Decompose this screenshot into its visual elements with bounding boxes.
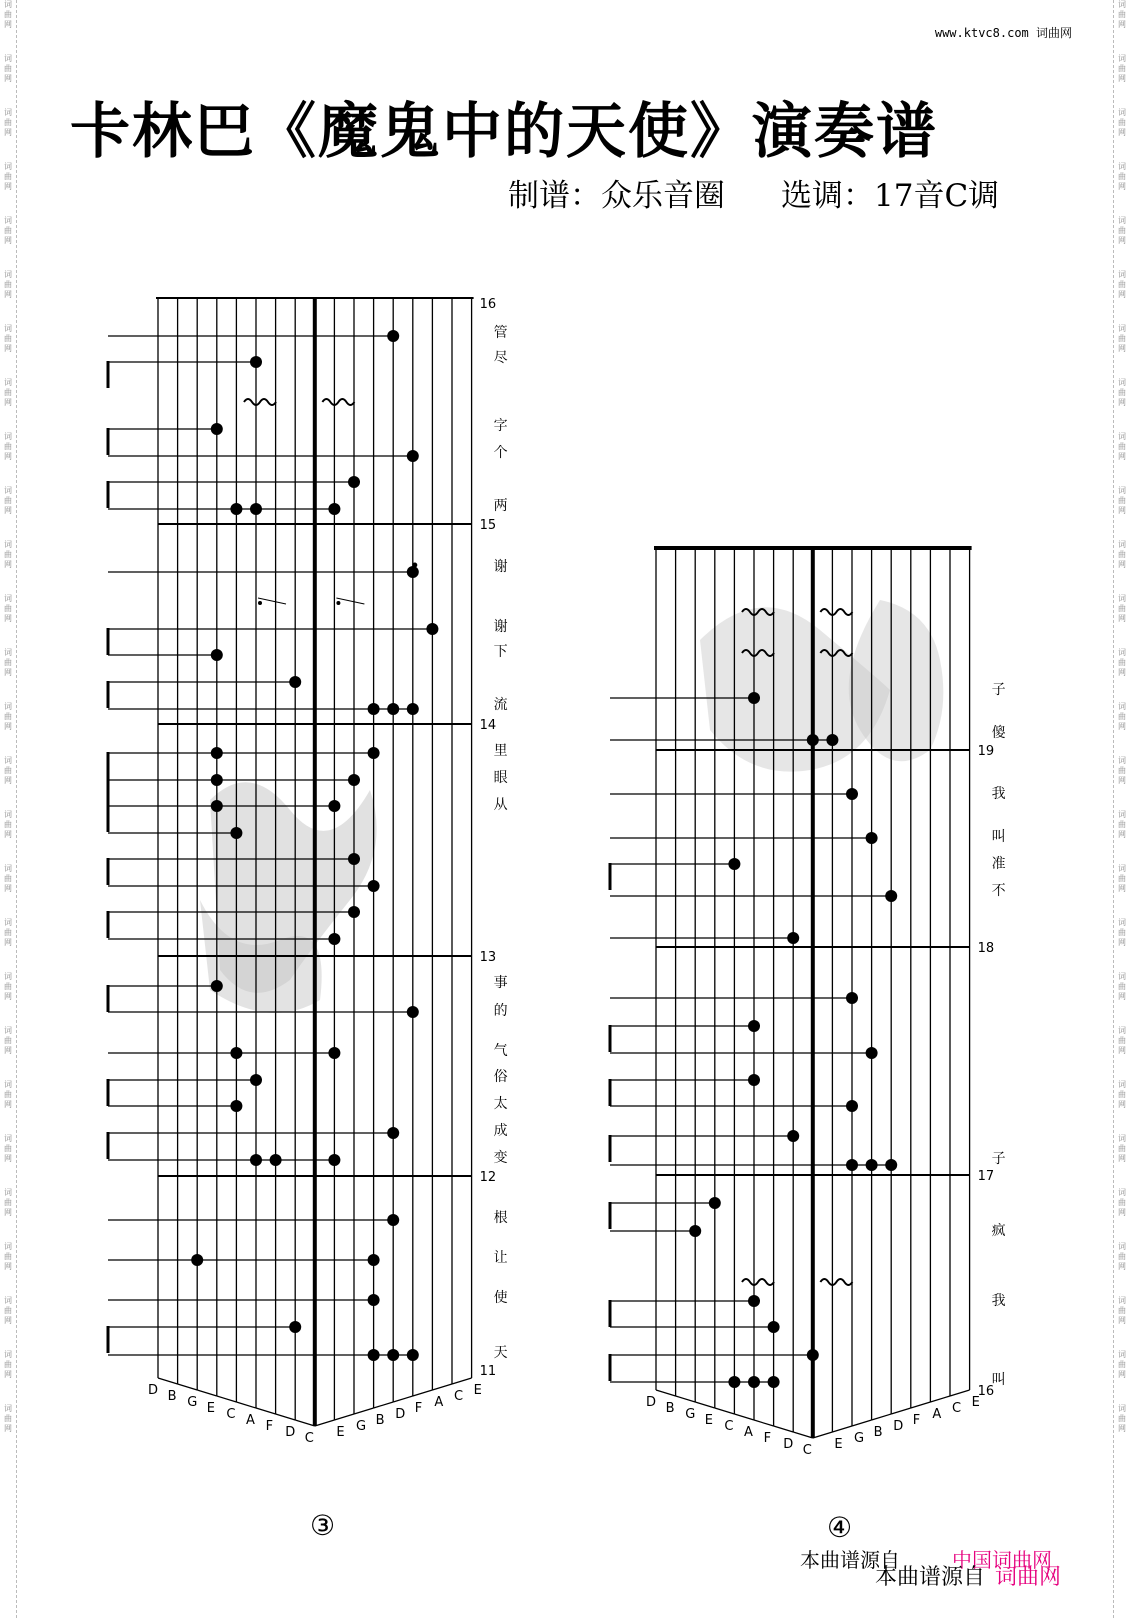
lyric-char: 下 <box>493 644 508 660</box>
note-dot <box>250 356 262 368</box>
tine-label: E <box>834 1437 843 1452</box>
side-watermark-text: 词 曲 网 <box>1118 702 1126 731</box>
tine-label: C <box>724 1419 734 1434</box>
tine-label: C <box>802 1443 812 1458</box>
note-dot <box>709 1197 721 1209</box>
lyric-char: 让 <box>493 1250 508 1266</box>
note-dot <box>407 566 419 578</box>
tine-tip <box>432 1384 452 1390</box>
note-dot <box>846 1159 858 1171</box>
side-watermark-text: 词 曲 网 <box>4 540 12 569</box>
note-dot <box>270 1154 282 1166</box>
tine-label: D <box>285 1425 296 1440</box>
tine-label: D <box>148 1383 159 1398</box>
tine-label: E <box>336 1425 345 1440</box>
note-dot <box>230 827 242 839</box>
note-dot <box>748 1376 760 1388</box>
side-watermark-text: 词 曲 网 <box>4 756 12 785</box>
note-dot <box>211 423 223 435</box>
note-dot <box>768 1376 780 1388</box>
lyric-char: 气 <box>493 1043 508 1059</box>
note-dot <box>230 1047 242 1059</box>
tine-tip <box>315 1420 335 1426</box>
note-dot <box>826 734 838 746</box>
lyric-char: 尽 <box>493 350 508 366</box>
side-watermark-text: 词 曲 网 <box>1118 54 1126 83</box>
note-dot <box>368 880 380 892</box>
tine-label: C <box>226 1407 236 1422</box>
side-watermark-text: 词 曲 网 <box>4 1080 12 1109</box>
note-dot <box>866 1047 878 1059</box>
measure-number: 14 <box>479 718 497 733</box>
side-watermark-text: 词 曲 网 <box>1118 432 1126 461</box>
tine-tip <box>774 1426 794 1432</box>
note-dot <box>250 503 262 515</box>
side-watermark-text: 词 曲 网 <box>1118 648 1126 677</box>
lyric-char: 不 <box>991 883 1006 899</box>
side-watermark-text: 词 曲 网 <box>4 486 12 515</box>
tine-label: G <box>854 1431 865 1446</box>
note-dot <box>885 1159 897 1171</box>
note-dot <box>368 1254 380 1266</box>
grace-mark <box>258 601 262 605</box>
tine-tip <box>676 1396 696 1402</box>
tine-label: G <box>187 1395 198 1410</box>
lyric-char: 使 <box>493 1290 508 1306</box>
note-dot <box>368 1294 380 1306</box>
lyric-char: 的 <box>493 1003 508 1019</box>
grace-mark <box>258 598 286 604</box>
note-dot <box>387 1349 399 1361</box>
side-watermark-text: 词 曲 网 <box>1118 378 1126 407</box>
note-dot <box>328 503 340 515</box>
side-watermark-text: 词 曲 网 <box>4 702 12 731</box>
note-dot <box>689 1225 701 1237</box>
side-watermark-text: 词 曲 网 <box>1118 1080 1126 1109</box>
note-dot <box>348 906 360 918</box>
lyric-char: 成 <box>493 1123 508 1139</box>
note-dot <box>368 703 380 715</box>
note-dot <box>846 1100 858 1112</box>
footer-partial-site[interactable]: 中国词曲网 <box>952 1548 1052 1572</box>
staccato-dot <box>412 563 417 568</box>
tine-tip <box>911 1402 931 1408</box>
side-watermark-text: 词 曲 网 <box>4 972 12 1001</box>
tine-tip <box>217 1396 237 1402</box>
tine-tip <box>930 1396 950 1402</box>
tine-tip <box>734 1414 754 1420</box>
tine-tip <box>334 1414 354 1420</box>
tine-tip <box>852 1420 872 1426</box>
tine-label: D <box>395 1407 406 1422</box>
side-watermark-text: 词 曲 网 <box>4 432 12 461</box>
note-dot <box>728 858 740 870</box>
note-dot <box>787 1130 799 1142</box>
side-watermark-text: 词 曲 网 <box>1118 1404 1126 1433</box>
tine-tip <box>236 1402 256 1408</box>
side-watermark-text: 词 曲 网 <box>4 108 12 137</box>
footer-partial-text: 本曲谱源自 <box>800 1548 900 1572</box>
page-number-right: ④ <box>827 1511 853 1544</box>
measure-number: 15 <box>479 518 497 533</box>
side-watermark-text: 词 曲 网 <box>4 864 12 893</box>
tine-tip <box>374 1402 394 1408</box>
note-dot <box>211 774 223 786</box>
note-dot <box>846 992 858 1004</box>
side-watermark-text: 词 曲 网 <box>1118 864 1126 893</box>
side-watermark-text: 词 曲 网 <box>1118 0 1126 29</box>
lyric-char: 天 <box>493 1345 508 1361</box>
side-watermark-text: 词 曲 网 <box>1118 162 1126 191</box>
side-watermark-text: 词 曲 网 <box>4 1026 12 1055</box>
side-watermark-text: 词 曲 网 <box>4 1242 12 1271</box>
note-dot <box>328 1154 340 1166</box>
tine-label: D <box>783 1437 794 1452</box>
key-label: 选调：17音C调 <box>781 178 1000 214</box>
tine-tip <box>715 1408 735 1414</box>
note-dot <box>348 853 360 865</box>
tine-tip <box>256 1408 276 1414</box>
tine-label: D <box>893 1419 904 1434</box>
footer-text: 本曲谱源自 <box>875 1565 986 1590</box>
lyric-char: 字 <box>493 418 508 434</box>
side-watermark-text: 词 曲 网 <box>4 54 12 83</box>
lyric-char: 个 <box>493 445 508 461</box>
note-dot <box>191 1254 203 1266</box>
side-watermark-text: 词 曲 网 <box>1118 108 1126 137</box>
note-dot <box>328 933 340 945</box>
trill-wave-mark <box>742 1279 774 1285</box>
footer <box>875 1560 1061 1591</box>
tine-tip <box>354 1408 374 1414</box>
tine-tip <box>295 1420 315 1426</box>
note-dot <box>846 788 858 800</box>
note-dot <box>328 1047 340 1059</box>
lyric-char: 子 <box>991 682 1006 698</box>
side-watermark-text: 词 曲 网 <box>4 1188 12 1217</box>
tine-label: C <box>304 1431 314 1446</box>
tine-label: A <box>932 1407 942 1422</box>
side-watermark-text: 词 曲 网 <box>4 324 12 353</box>
tine-label: B <box>167 1389 177 1404</box>
side-watermark-text: 词 曲 网 <box>1118 1242 1126 1271</box>
side-watermark-text: 词 曲 网 <box>1118 918 1126 947</box>
tine-tip <box>832 1426 852 1432</box>
side-watermark-text: 词 曲 网 <box>4 810 12 839</box>
lyric-char: 流 <box>493 697 508 713</box>
note-dot <box>748 692 760 704</box>
measure-number: 13 <box>479 950 497 965</box>
tine-label: C <box>952 1401 962 1416</box>
tine-label: A <box>744 1425 753 1440</box>
tine-label: B <box>375 1413 385 1428</box>
side-watermark-text: 词 曲 网 <box>1118 270 1126 299</box>
measure-number: 12 <box>479 1170 497 1185</box>
note-dot <box>211 649 223 661</box>
tine-label: C <box>454 1389 464 1404</box>
note-dot <box>289 1321 301 1333</box>
lyric-char: 变 <box>493 1150 508 1166</box>
tine-tip <box>158 1378 178 1384</box>
grace-mark <box>336 598 364 604</box>
tine-label: F <box>414 1401 423 1416</box>
tine-tip <box>813 1432 833 1438</box>
note-dot <box>787 932 799 944</box>
note-dot <box>407 1349 419 1361</box>
note-dot <box>368 1349 380 1361</box>
lyric-char: 管 <box>493 325 508 341</box>
side-watermark-text: 词 曲 网 <box>4 594 12 623</box>
tine-tip <box>276 1414 296 1420</box>
note-dot <box>866 1159 878 1171</box>
trill-wave-mark <box>820 609 852 615</box>
grace-mark <box>336 601 340 605</box>
note-dot <box>407 1006 419 1018</box>
page-number-left: ③ <box>310 1509 336 1542</box>
note-dot <box>748 1074 760 1086</box>
measure-number: 16 <box>977 1384 995 1399</box>
tine-tip <box>656 1390 676 1396</box>
measure-number: 19 <box>977 744 995 759</box>
lyric-char: 谢 <box>493 619 508 635</box>
note-dot <box>387 703 399 715</box>
footer-site-link[interactable]: 词曲网 <box>995 1565 1062 1590</box>
note-dot <box>211 980 223 992</box>
side-watermark-text: 词 曲 网 <box>1118 1350 1126 1379</box>
side-watermark-text: 词 曲 网 <box>1118 216 1126 245</box>
tine-tip <box>413 1390 433 1396</box>
tine-label: G <box>685 1407 696 1422</box>
side-watermark-text: 词 曲 网 <box>1118 1026 1126 1055</box>
note-dot <box>387 1127 399 1139</box>
side-watermark-text: 词 曲 网 <box>4 1404 12 1433</box>
trill-wave-mark <box>322 399 354 405</box>
tine-label: E <box>473 1383 482 1398</box>
note-dot <box>211 747 223 759</box>
side-watermark-text: 词 曲 网 <box>1118 1188 1126 1217</box>
side-watermark-text: 词 曲 网 <box>4 918 12 947</box>
page-title: 卡林巴《魔鬼中的天使》演奏谱 <box>70 97 938 167</box>
note-dot <box>230 1100 242 1112</box>
note-dot <box>250 1154 262 1166</box>
footer-partial <box>800 1544 1052 1572</box>
measure-number: 11 <box>479 1364 497 1379</box>
lyric-char: 疯 <box>991 1223 1006 1239</box>
lyric-char: 俗 <box>493 1069 508 1085</box>
lyric-char: 我 <box>991 1293 1006 1309</box>
side-watermark-text: 词 曲 网 <box>1118 810 1126 839</box>
note-dot <box>728 1376 740 1388</box>
side-watermark-text: 词 曲 网 <box>1118 1134 1126 1163</box>
note-dot <box>368 747 380 759</box>
lyric-char: 叫 <box>991 1372 1006 1388</box>
measure-number: 17 <box>977 1169 995 1184</box>
lyric-char: 准 <box>991 856 1006 872</box>
lyric-char: 根 <box>493 1210 508 1226</box>
side-watermark-text: 词 曲 网 <box>4 648 12 677</box>
side-watermark-text: 词 曲 网 <box>4 378 12 407</box>
lyric-char: 里 <box>493 743 508 759</box>
tine-tip <box>793 1432 813 1438</box>
note-dot <box>866 832 878 844</box>
note-dot <box>807 1349 819 1361</box>
note-dot <box>885 890 897 902</box>
note-dot <box>211 800 223 812</box>
tine-tip <box>197 1390 217 1396</box>
side-watermark-text: 词 曲 网 <box>4 162 12 191</box>
note-dot <box>748 1020 760 1032</box>
tine-label: F <box>912 1413 921 1428</box>
side-watermark-text: 词 曲 网 <box>4 270 12 299</box>
note-dot <box>348 774 360 786</box>
tine-tip <box>754 1420 774 1426</box>
tine-tip <box>950 1390 970 1396</box>
side-watermark-text: 词 曲 网 <box>4 1134 12 1163</box>
lyric-char: 眼 <box>493 770 508 786</box>
trill-wave-mark <box>244 399 276 405</box>
side-watermark-text: 词 曲 网 <box>4 0 12 29</box>
side-watermark-text: 词 曲 网 <box>1118 594 1126 623</box>
site-url[interactable]: www.ktvc8.com 词曲网 <box>934 26 1072 40</box>
lyric-char: 叫 <box>991 829 1006 845</box>
lyric-char: 我 <box>991 786 1006 802</box>
tine-label: D <box>646 1395 657 1410</box>
side-watermark-text: 词 曲 网 <box>4 1296 12 1325</box>
tine-label: B <box>873 1425 883 1440</box>
note-dot <box>748 1295 760 1307</box>
note-dot <box>426 623 438 635</box>
tine-tip <box>393 1396 413 1402</box>
tine-label: E <box>704 1413 714 1428</box>
measure-number: 16 <box>479 297 497 312</box>
side-watermark-text: 词 曲 网 <box>4 216 12 245</box>
trill-wave-mark <box>820 1279 852 1285</box>
measure-number: 18 <box>977 941 995 956</box>
lyric-char: 子 <box>991 1151 1006 1167</box>
note-dot <box>807 734 819 746</box>
lyric-char: 两 <box>493 498 508 514</box>
tine-tip <box>452 1378 472 1384</box>
tine-label: B <box>665 1401 675 1416</box>
tine-tip <box>695 1402 715 1408</box>
note-dot <box>230 503 242 515</box>
lyric-char: 从 <box>493 797 508 813</box>
note-dot <box>250 1074 262 1086</box>
note-dot <box>407 703 419 715</box>
lyric-char: 谢 <box>493 559 508 575</box>
side-watermark-text: 词 曲 网 <box>1118 324 1126 353</box>
side-watermark-text: 词 曲 网 <box>1118 756 1126 785</box>
tine-label: F <box>265 1419 274 1434</box>
side-watermark-text: 词 曲 网 <box>4 1350 12 1379</box>
tine-label: A <box>434 1395 444 1410</box>
note-dot <box>328 800 340 812</box>
tine-label: E <box>206 1401 216 1416</box>
side-watermark-text: 词 曲 网 <box>1118 972 1126 1001</box>
tine-tip <box>178 1384 198 1390</box>
note-dot <box>407 450 419 462</box>
tine-tip <box>891 1408 911 1414</box>
tine-label: A <box>246 1413 255 1428</box>
note-dot <box>387 330 399 342</box>
tine-label: F <box>763 1431 772 1446</box>
lyric-char: 太 <box>493 1096 508 1112</box>
side-watermark-text: 词 曲 网 <box>1118 486 1126 515</box>
lyric-char: 事 <box>493 975 508 991</box>
tine-label: G <box>356 1419 367 1434</box>
tine-label: E <box>971 1395 980 1410</box>
side-watermark-text: 词 曲 网 <box>1118 1296 1126 1325</box>
side-watermark-text: 词 曲 网 <box>1118 540 1126 569</box>
note-dot <box>289 676 301 688</box>
arranger-label: 制谱：众乐音圈 <box>508 178 725 214</box>
lyric-char: 傻 <box>991 725 1006 741</box>
note-dot <box>387 1214 399 1226</box>
tine-tip <box>872 1414 892 1420</box>
note-dot <box>348 476 360 488</box>
note-dot <box>768 1321 780 1333</box>
